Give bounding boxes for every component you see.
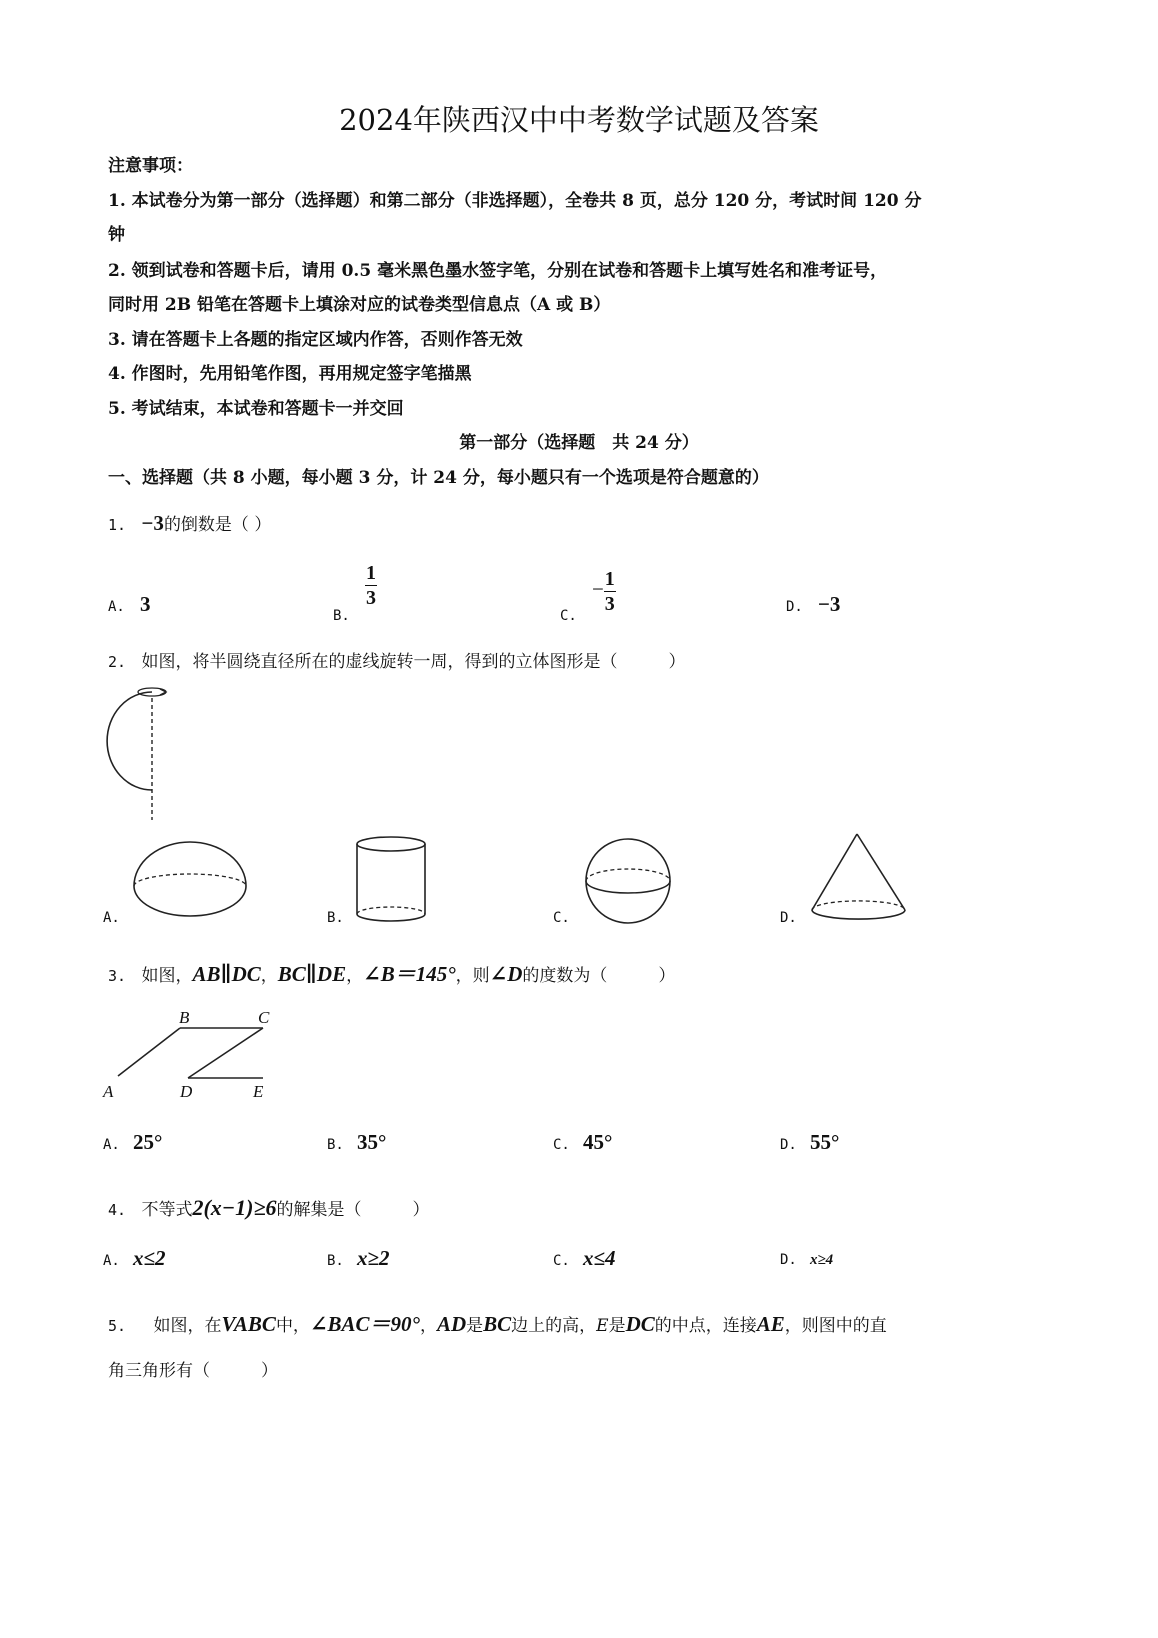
question-text: 的中点，连接 <box>654 1316 757 1336</box>
option-label: C. <box>560 608 577 624</box>
q4-option-d <box>780 1249 833 1269</box>
question-text: 的解集是（ ） <box>276 1200 430 1220</box>
option-value: 25° <box>132 1130 163 1154</box>
option-value: x≥4 <box>809 1252 834 1268</box>
notice-line-3: 3. 请在答题卡上各题的指定区域内作答，否则作答无效 <box>108 330 523 350</box>
question-text: 的度数为（ ） <box>522 966 676 986</box>
q3-option-a <box>103 1130 162 1155</box>
question-2 <box>108 647 685 672</box>
option-label: D. <box>780 1252 797 1268</box>
question-text: 如图，在 <box>153 1316 222 1336</box>
math-expression: DC <box>625 1312 655 1336</box>
math-expression: ∠B＝145° <box>363 962 456 986</box>
question-3 <box>108 958 675 988</box>
question-text: 是 <box>466 1316 484 1336</box>
question-number: 1. <box>108 516 127 534</box>
math-expression: E <box>596 1316 609 1336</box>
option-value: 55° <box>809 1130 840 1154</box>
point-label-d: D <box>180 1082 193 1101</box>
question-number: 3. <box>108 967 127 985</box>
question-5 <box>108 1308 887 1338</box>
option-label: D. <box>786 599 803 615</box>
question-text: ， <box>260 966 278 986</box>
math-expression: ∠D <box>489 962 523 986</box>
question-text: ， <box>419 1316 437 1336</box>
q2-option-c-label: C. <box>553 910 570 926</box>
fraction-denominator: 3 <box>604 593 615 615</box>
option-value: −3 <box>817 592 841 616</box>
question-4 <box>108 1195 430 1221</box>
q4-option-b <box>327 1246 389 1271</box>
cylinder-shape <box>353 834 433 924</box>
q2-option-a-label: A. <box>103 910 120 926</box>
question-text: 中， <box>275 1316 310 1336</box>
question-text: 边上的高， <box>511 1316 597 1336</box>
point-label-b: B <box>179 1008 190 1027</box>
math-expression: −3 <box>141 511 164 535</box>
option-label: C. <box>553 1253 570 1269</box>
option-value: x≤4 <box>582 1246 616 1270</box>
question-text: ，则 <box>455 966 490 986</box>
option-label: B. <box>327 1253 344 1269</box>
point-label-a: A <box>103 1082 114 1101</box>
point-label-e: E <box>253 1082 264 1101</box>
question-number: 5. <box>108 1317 127 1335</box>
fraction <box>365 562 377 609</box>
minus-sign: − <box>591 577 604 601</box>
math-expression: VABC <box>221 1312 276 1336</box>
q2-option-b-label: B. <box>327 910 344 926</box>
option-label: C. <box>553 1137 570 1153</box>
option-value: 35° <box>356 1130 387 1154</box>
option-label: B. <box>333 608 350 624</box>
part-one-heading: 第一部分（选择题 共 24 分） <box>459 433 699 453</box>
semicircle-figure <box>100 680 170 825</box>
sphere-shape <box>580 838 680 928</box>
fraction-numerator: 1 <box>604 568 615 590</box>
option-label: B. <box>327 1137 344 1153</box>
math-expression: BC∥DE <box>277 962 347 986</box>
math-expression: BC <box>483 1312 512 1336</box>
option-value: x≤2 <box>132 1246 166 1270</box>
math-expression: ∠BAC＝90° <box>309 1312 420 1336</box>
question-text: ， <box>346 966 364 986</box>
q1-option-d <box>786 592 840 617</box>
math-expression: AD <box>436 1312 467 1336</box>
question-text: 如图，将半圆绕直径所在的虚线旋转一周，得到的立体图形是（ ） <box>141 652 686 672</box>
q3-option-b <box>327 1130 386 1155</box>
option-label: A. <box>103 1253 120 1269</box>
q1-option-c <box>560 568 616 624</box>
fraction-denominator: 3 <box>365 587 376 609</box>
question-number: 4. <box>108 1201 127 1219</box>
option-label: D. <box>780 1137 797 1153</box>
notice-heading: 注意事项： <box>108 156 193 176</box>
point-label-c: C <box>258 1008 270 1027</box>
math-expression: AE <box>756 1312 785 1336</box>
option-value: 45° <box>582 1130 613 1154</box>
hemisphere-shape <box>130 838 250 923</box>
fraction-bar <box>604 591 616 592</box>
question-text: 不等式 <box>141 1200 193 1220</box>
q4-option-c <box>553 1246 615 1271</box>
q3-option-c <box>553 1130 612 1155</box>
notice-line-1-cont: 钟 <box>108 225 125 245</box>
q1-option-b <box>333 562 377 624</box>
notice-line-4: 4. 作图时，先用铅笔作图，再用规定签字笔描黑 <box>108 364 472 384</box>
notice-line-5: 5. 考试结束，本试卷和答题卡一并交回 <box>108 399 404 419</box>
option-value: x≥2 <box>356 1246 390 1270</box>
question-text: ，则图中的直 <box>784 1316 887 1336</box>
option-label: A. <box>108 599 125 615</box>
question-number: 2. <box>108 653 127 671</box>
section-one-heading: 一、选择题（共 8 小题，每小题 3 分，计 24 分，每小题只有一个选项是符合题意的） <box>108 468 769 488</box>
question-5-cont: 角三角形有（ ） <box>108 1361 278 1381</box>
math-expression: 2(x−1)≥6 <box>192 1195 277 1220</box>
question-1 <box>108 510 271 536</box>
fraction-bar <box>365 585 377 586</box>
q2-option-d-label: D. <box>780 910 797 926</box>
q1-option-a <box>108 592 150 617</box>
page-title: 2024年陕西汉中中考数学试题及答案 <box>339 103 819 137</box>
fraction-numerator: 1 <box>365 562 376 584</box>
math-expression: AB∥DC <box>192 962 261 986</box>
notice-line-2: 2. 领到试卷和答题卡后，请用 0.5 毫米黑色墨水签字笔，分别在试卷和答题卡上填写姓名和准考证号， <box>108 261 888 281</box>
question-text: 如图， <box>141 966 193 986</box>
option-label: A. <box>103 1137 120 1153</box>
fraction <box>604 568 616 615</box>
cone-shape <box>805 828 915 923</box>
q3-option-d <box>780 1130 839 1155</box>
q4-option-a <box>103 1246 165 1271</box>
option-value: 3 <box>139 592 151 616</box>
notice-line-2-cont: 同时用 2B 铅笔在答题卡上填涂对应的试卷类型信息点（A 或 B） <box>108 295 611 315</box>
notice-line-1: 1. 本试卷分为第一部分（选择题）和第二部分（非选择题），全卷共 8 页，总分 120 分，考试时间 120 分 <box>108 191 922 211</box>
question-text: 是 <box>608 1316 626 1336</box>
question-text: 的倒数是（ ） <box>163 515 272 535</box>
